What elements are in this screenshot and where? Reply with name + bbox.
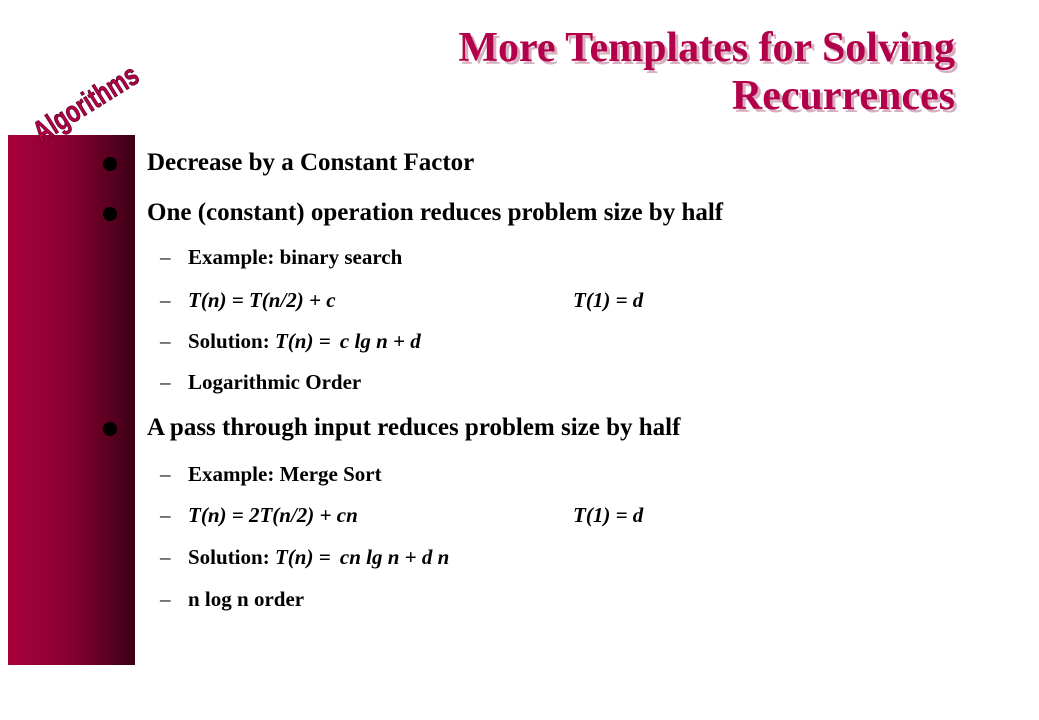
dash-icon: –	[160, 329, 171, 353]
dash-icon: –	[160, 462, 171, 486]
solution-line	[188, 544, 449, 570]
sub-item-text: Example: binary search	[188, 245, 403, 269]
dash-icon: –	[160, 288, 171, 312]
recurrence-equation: T(n) = T(n/2) + c	[188, 288, 336, 312]
solution-rhs: c lg n + d	[339, 329, 421, 353]
dash-icon: –	[160, 245, 171, 269]
dash-icon: –	[160, 370, 171, 394]
sub-item-text: n log n order	[188, 587, 305, 611]
dash-icon: –	[160, 503, 171, 527]
title-line-1: More Templates for Solving	[458, 25, 955, 71]
logo-text: Algorithms	[27, 37, 179, 150]
solution-lhs: T(n) =	[274, 329, 336, 353]
recurrence-equation: T(n) = 2T(n/2) + cn	[188, 503, 358, 527]
sub-item-text: Example: Merge Sort	[188, 462, 382, 486]
dash-icon: –	[160, 587, 171, 611]
dash-icon: –	[160, 545, 171, 569]
bullet-dot-icon	[103, 157, 117, 171]
base-case: T(1) = d	[573, 288, 644, 312]
bullet-text: One (constant) operation reduces problem size by half	[147, 199, 724, 226]
solution-label: Solution:	[188, 545, 275, 569]
bullet-text: A pass through input reduces problem size by half	[147, 414, 681, 441]
solution-rhs: cn lg n + d n	[339, 545, 450, 569]
solution-label: Solution:	[188, 329, 275, 353]
bullet-dot-icon	[103, 207, 117, 221]
solution-lhs: T(n) =	[274, 545, 336, 569]
sub-item-text: Logarithmic Order	[188, 370, 362, 394]
title-line-2: Recurrences	[731, 73, 955, 119]
bullet-text: Decrease by a Constant Factor	[147, 149, 475, 176]
solution-line	[188, 328, 421, 354]
base-case: T(1) = d	[573, 503, 644, 527]
bullet-dot-icon	[103, 422, 117, 436]
